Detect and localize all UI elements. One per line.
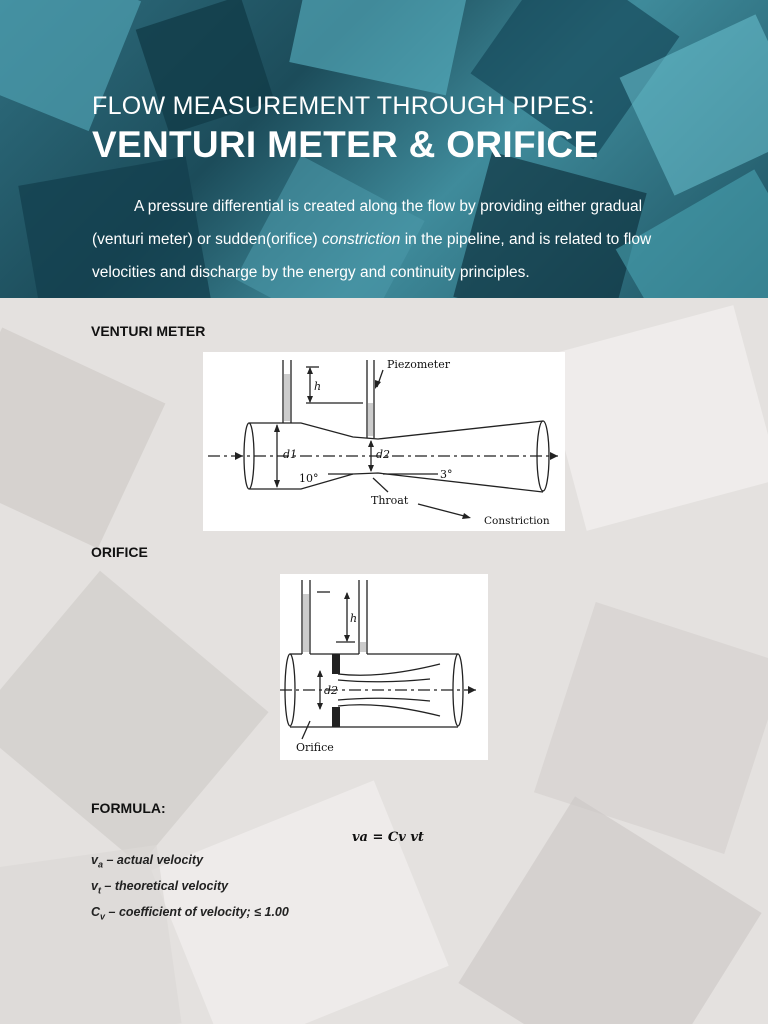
definition-subscript: a [97,859,103,870]
definition-symbol: v [91,853,98,867]
venturi-heading: VENTURI METER [91,323,206,339]
label-angle-out: 3° [440,468,453,481]
header-banner [0,0,768,298]
orifice-heading: ORIFICE [91,544,148,560]
definition-subscript: v [100,911,106,922]
definition-item [91,853,289,879]
definition-text: – actual velocity [102,853,204,867]
definition-item [91,905,289,931]
venturi-figure [203,352,565,531]
title-line-2: VENTURI METER & ORIFICE [92,124,599,165]
definition-symbol: v [91,879,98,893]
intro-emphasis: constriction [322,231,401,248]
label-throat: Throat [371,494,409,507]
orifice-label-d2: d2 [324,684,339,697]
definition-item [91,879,289,905]
orifice-label-orifice: Orifice [296,741,334,754]
title-line-1: FLOW MEASUREMENT THROUGH PIPES: [92,92,595,120]
venturi-lower-wall [249,473,543,492]
bg-shape [0,571,269,866]
banner-shape [289,0,470,95]
formula-heading: FORMULA: [91,800,166,816]
label-piezometer: Piezometer [387,358,450,371]
label-constriction: Constriction [484,515,550,527]
formula-equation [352,830,424,845]
bg-shape [0,327,165,548]
label-d1: d1 [283,448,298,461]
orifice-diagram [280,574,488,760]
label-d2: d2 [376,448,391,461]
orifice-label-h: h [350,612,358,625]
definition-subscript: t [97,885,101,896]
label-h: h [314,380,322,393]
label-angle-in: 10° [299,472,319,485]
bg-shape [540,305,768,531]
intro-text-end: in the pipeline, and is related to flow velocities and discharge by the energy and continuity principles. [92,231,652,281]
orifice-figure [280,574,488,760]
formula-definitions [91,853,289,931]
intro-paragraph [92,190,692,289]
intro-text-start: A pressure differential is created along the flow by providing either gradual (venturi meter) or sudden(orifice) [92,198,643,248]
venturi-diagram [203,352,565,531]
definition-symbol: C [91,905,101,919]
definition-text: – theoretical velocity [100,879,229,893]
venturi-upper-wall [249,421,543,439]
formula-text: va = Cv vt [352,830,424,845]
definition-text: – coefficient of velocity; ≤ 1.00 [105,905,289,919]
